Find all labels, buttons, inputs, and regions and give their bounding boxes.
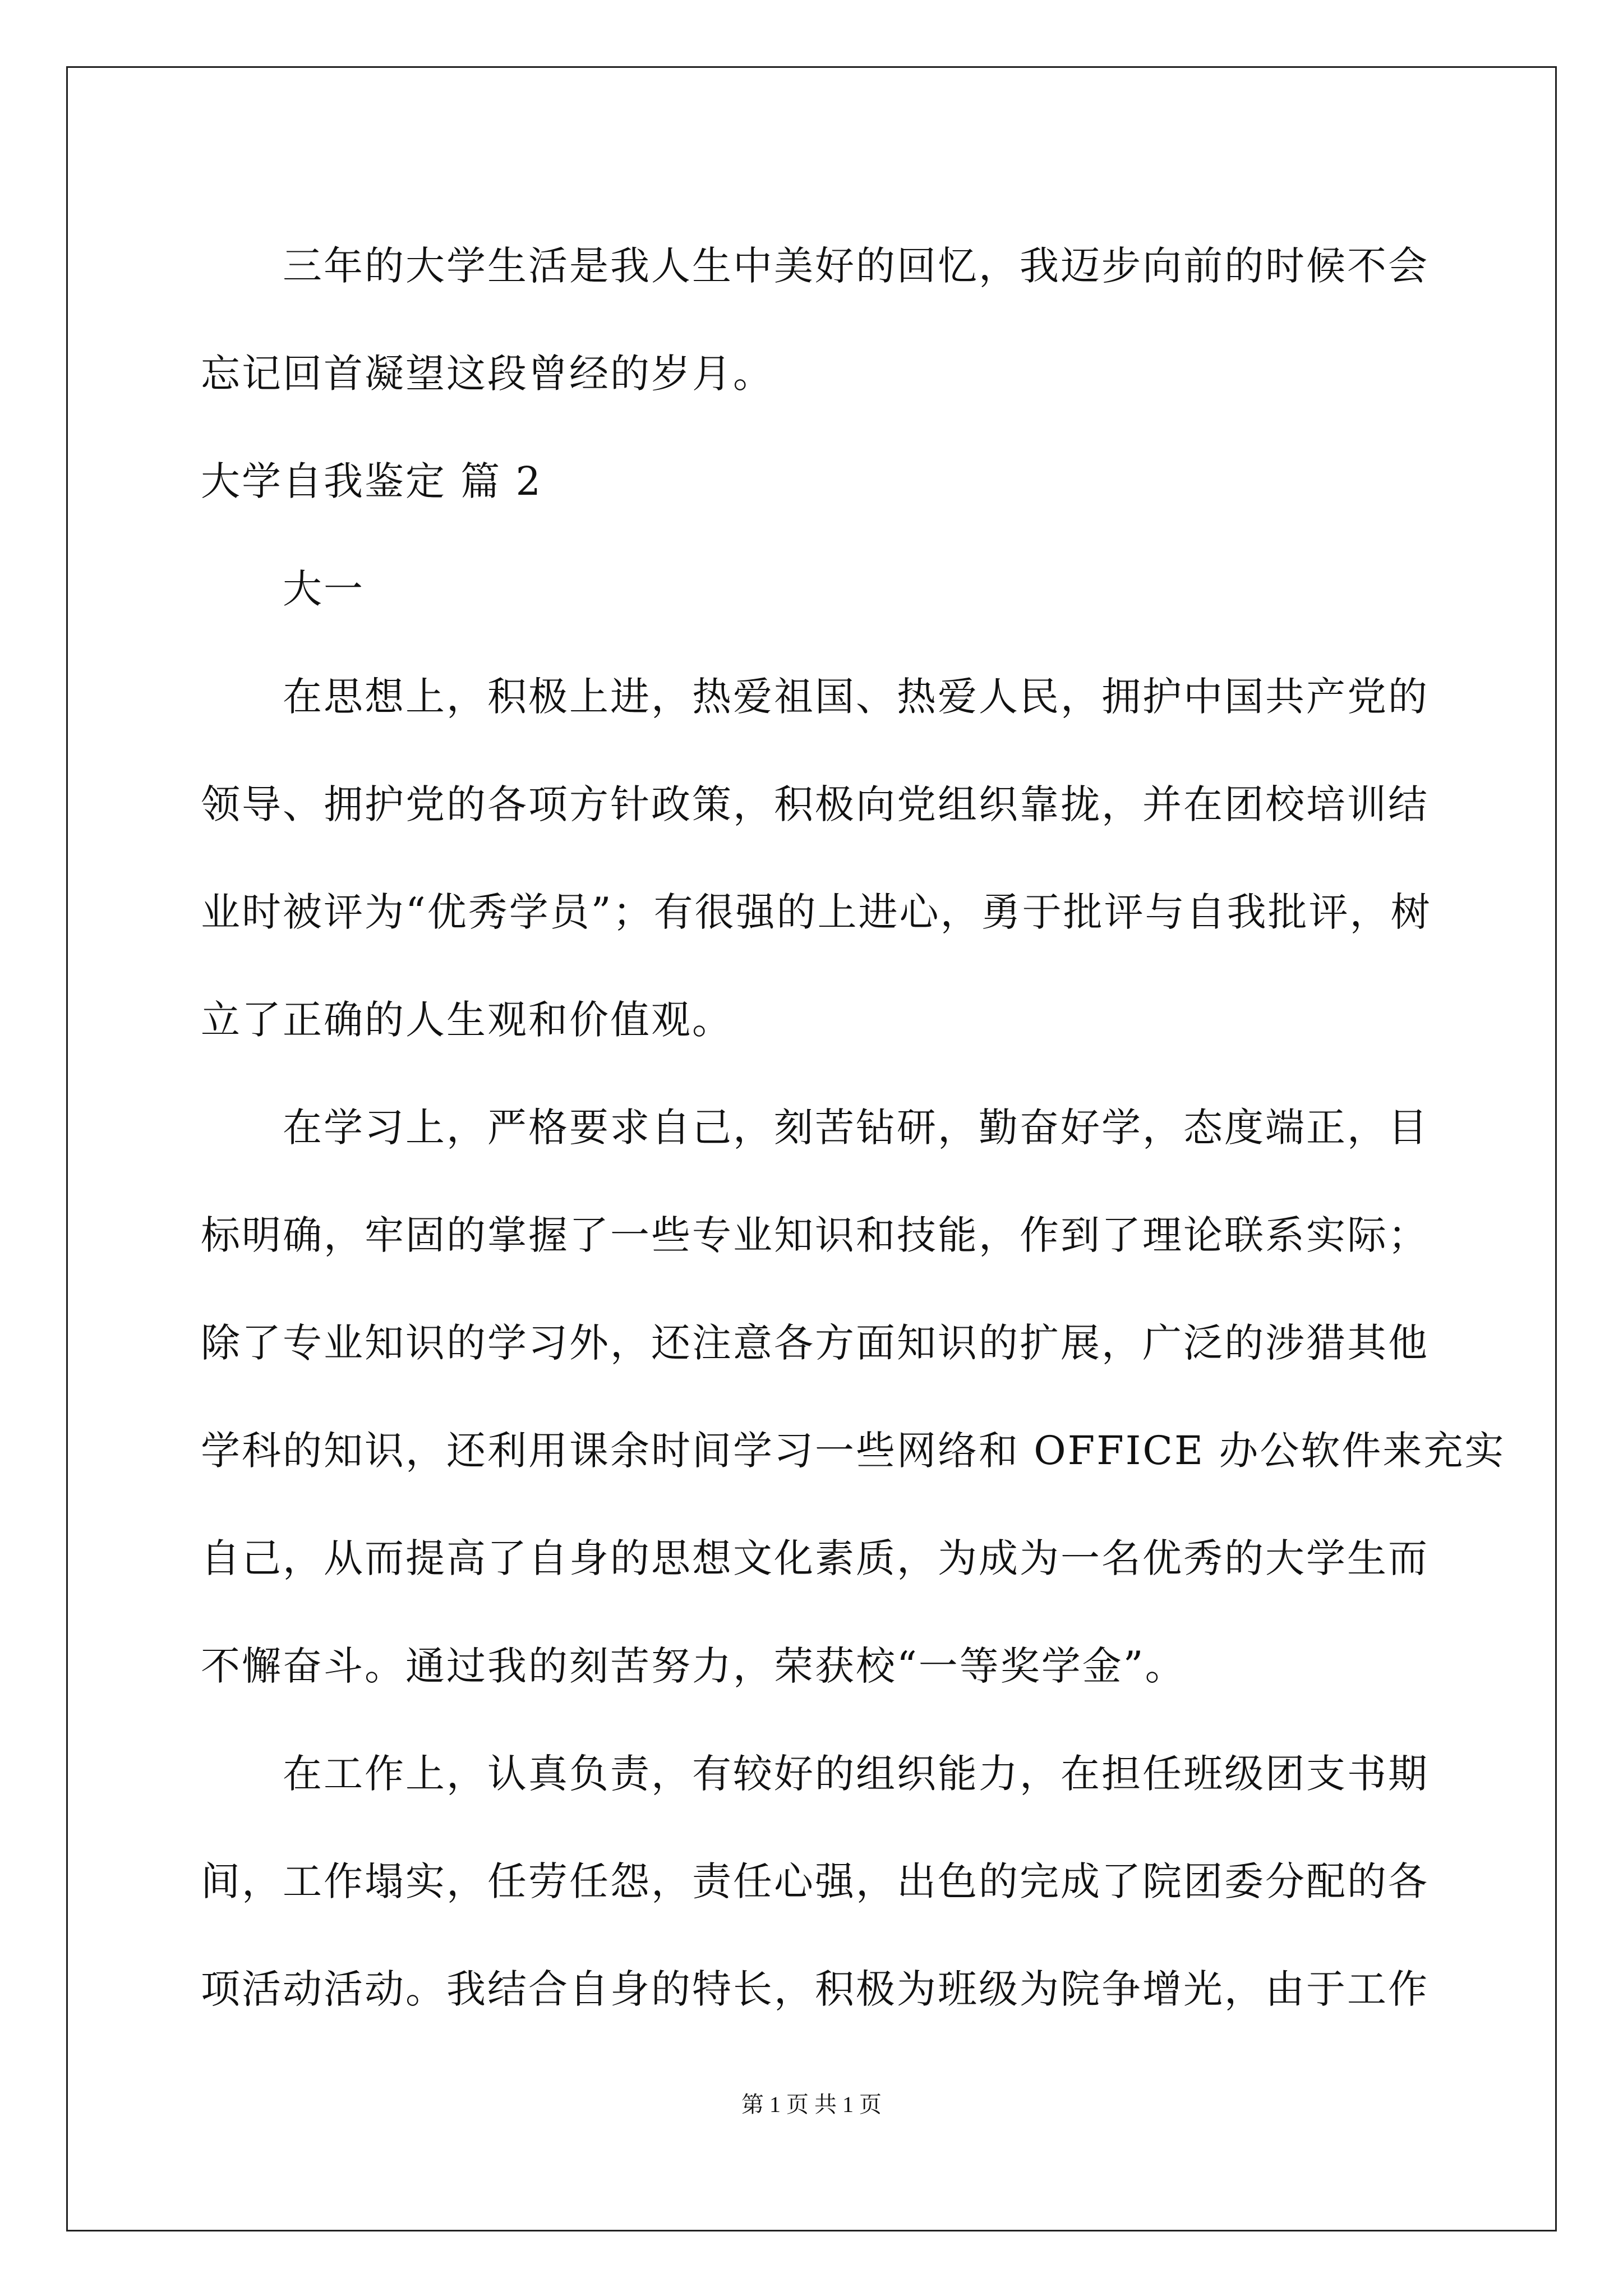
text-line: 学科的知识，还利用课余时间学习一些网络和 OFFICE 办公软件来充实	[201, 1428, 1506, 1474]
text-line: 业时被评为“优秀学员”；有很强的上进心，勇于批评与自我批评，树	[201, 889, 1432, 935]
text-line: 领导、拥护党的各项方针政策，积极向党组织靠拢，并在团校培训结	[201, 781, 1429, 827]
text-line: 自己，从而提高了自身的思想文化素质，为成为一名优秀的大学生而	[201, 1535, 1429, 1581]
text-line: 三年的大学生活是我人生中美好的回忆，我迈步向前的时候不会	[283, 243, 1429, 289]
text-line: 在思想上，积极上进，热爱祖国、热爱人民，拥护中国共产党的	[283, 674, 1429, 720]
text-line: 在工作上，认真负责，有较好的组织能力，在担任班级团支书期	[283, 1751, 1429, 1797]
subheading: 大一	[283, 566, 365, 612]
text-line: 标明确，牢固的掌握了一些专业知识和技能，作到了理论联系实际；	[201, 1212, 1429, 1258]
section-heading: 大学自我鉴定 篇 2	[201, 458, 543, 504]
text-line: 在学习上，严格要求自己，刻苦钻研，勤奋好学，态度端正，目	[283, 1105, 1429, 1151]
text-line: 忘记回首凝望这段曾经的岁月。	[201, 351, 774, 397]
text-line: 项活动活动。我结合自身的特长，积极为班级为院争增光，由于工作	[201, 1966, 1429, 2012]
text-line: 不懈奋斗。通过我的刻苦努力，荣获校“一等奖学金”。	[201, 1643, 1186, 1689]
document-body	[201, 212, 1506, 2043]
text-line: 间，工作塌实，任劳任怨，责任心强，出色的完成了院团委分配的各	[201, 1858, 1429, 1904]
text-line: 立了正确的人生观和价值观。	[201, 997, 733, 1043]
text-line: 除了专业知识的学习外，还注意各方面知识的扩展，广泛的涉猎其他	[201, 1320, 1429, 1366]
page-footer: 第 1 页 共 1 页	[741, 2092, 882, 2117]
